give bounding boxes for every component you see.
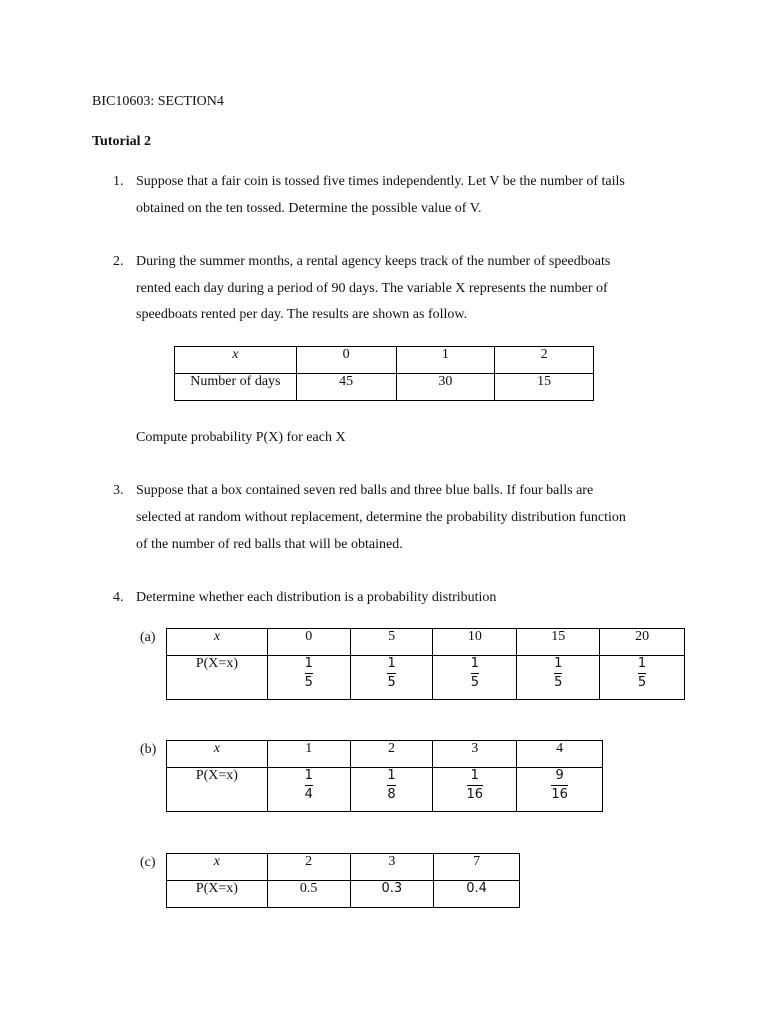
x-value-cell: 3 <box>350 854 434 881</box>
fraction: $\frac{1}{5}$ <box>387 656 396 690</box>
p-value-cell <box>267 656 350 700</box>
x-value-cell: 15 <box>517 629 600 656</box>
speedboat-table <box>174 346 594 401</box>
table-cell: 15 <box>495 374 594 401</box>
question-line: Determine whether each distribution is a probability distribution <box>136 590 497 605</box>
table-cell: 0 <box>296 347 396 374</box>
p-value-cell: 0.5 <box>267 881 350 908</box>
table-cell: Number of days <box>175 374 297 401</box>
fraction: $\frac{1}{8}$ <box>387 768 396 802</box>
question-line: Suppose that a box contained seven red balls and three blue balls. If four balls are <box>136 483 594 498</box>
question-line: speedboats rented per day. The results are shown as follow. <box>136 307 468 322</box>
question-number: 1. <box>113 174 124 189</box>
question-line: rented each day during a period of 90 days. The variable X represents the number of <box>136 281 608 296</box>
table-cell: 45 <box>296 374 396 401</box>
x-value-cell: 7 <box>434 854 520 881</box>
question-line: of the number of red balls that will be obtained. <box>136 537 403 552</box>
x-value-cell: 4 <box>517 741 603 768</box>
p-label-cell: P(X=x) <box>167 656 268 700</box>
x-value-cell: 20 <box>600 629 685 656</box>
fraction: $\frac{1}{4}$ <box>304 768 313 802</box>
distribution-table-c <box>166 853 520 908</box>
question-line: Suppose that a fair coin is tossed five times independently. Let V be the number of tails <box>136 174 625 189</box>
question-line: selected at random without replacement, determine the probability distribution function <box>136 510 626 525</box>
part-label: (b) <box>140 742 157 757</box>
fraction: $\frac{1}{5}$ <box>637 656 647 690</box>
distribution-table-a <box>166 628 685 700</box>
p-value-cell <box>600 656 685 700</box>
fraction: $\frac{1}{5}$ <box>470 656 480 690</box>
p-label-cell: P(X=x) <box>167 768 268 812</box>
distribution-table-b <box>166 740 603 812</box>
fraction: $\frac{9}{16}$ <box>551 768 568 802</box>
p-value-cell <box>433 656 517 700</box>
p-value-cell <box>517 656 600 700</box>
x-value-cell: 5 <box>350 629 433 656</box>
p-value-cell <box>350 768 433 812</box>
question-followup: Compute probability P(X) for each X <box>136 430 346 445</box>
table-cell: 30 <box>396 374 495 401</box>
x-value-cell: 10 <box>433 629 517 656</box>
p-label-cell: P(X=x) <box>167 881 268 908</box>
fraction: $\frac{1}{5}$ <box>304 656 313 690</box>
question-number: 4. <box>113 590 124 605</box>
p-value-cell <box>433 768 517 812</box>
x-value-cell: 0 <box>267 629 350 656</box>
table-cell: 1 <box>396 347 495 374</box>
fraction: $\frac{1}{16}$ <box>466 768 484 802</box>
question-line: During the summer months, a rental agency keeps track of the number of speedboats <box>136 254 611 269</box>
p-value-cell <box>350 656 433 700</box>
x-value-cell: 1 <box>267 741 350 768</box>
x-value-cell: 2 <box>350 741 433 768</box>
course-header: BIC10603: SECTION4 <box>92 94 224 109</box>
table-cell: x <box>175 347 297 374</box>
question-number: 2. <box>113 254 124 269</box>
x-label-cell: x <box>167 629 268 656</box>
question-line: obtained on the ten tossed. Determine the possible value of V. <box>136 201 482 216</box>
x-value-cell: 3 <box>433 741 517 768</box>
part-label: (a) <box>140 630 156 645</box>
x-label-cell: x <box>167 741 268 768</box>
p-value-cell <box>517 768 603 812</box>
x-value-cell: 2 <box>267 854 350 881</box>
x-label-cell: x <box>167 854 268 881</box>
part-label: (c) <box>140 855 156 870</box>
question-number: 3. <box>113 483 124 498</box>
table-cell: 2 <box>495 347 594 374</box>
fraction: $\frac{1}{5}$ <box>554 656 563 690</box>
p-value-cell <box>267 768 350 812</box>
p-value-cell: 0.4 <box>434 881 520 908</box>
p-value-cell: 0.3 <box>350 881 434 908</box>
page-title: Tutorial 2 <box>92 134 151 149</box>
